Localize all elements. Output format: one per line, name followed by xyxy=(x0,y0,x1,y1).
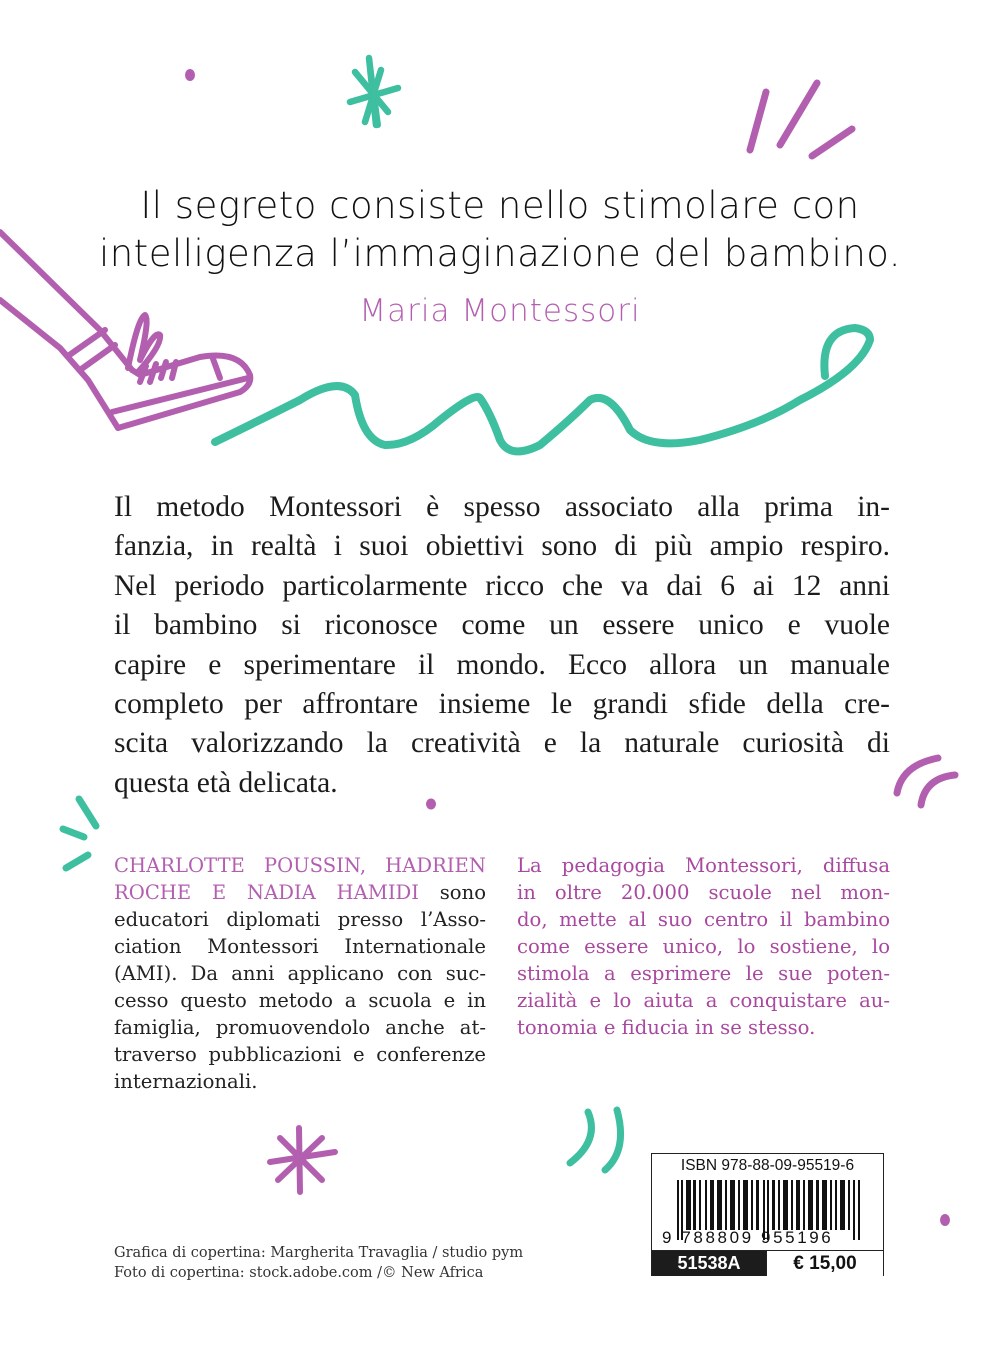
dot-icon xyxy=(940,1214,950,1226)
product-code: 51538A xyxy=(652,1251,766,1276)
teal-asterisk-icon xyxy=(369,57,376,126)
quote-line-2: intelligenza l’immaginazione del bambino. xyxy=(98,232,902,275)
bio-line: cesso questo metodo a scuola e in xyxy=(114,989,486,1012)
slashes-icon xyxy=(750,83,852,156)
parentheses-icon xyxy=(570,1110,621,1170)
arcs-icon xyxy=(897,758,955,805)
blurb-line: come essere unico, lo sostiene, lo xyxy=(517,935,890,958)
asterisk-mark xyxy=(369,58,375,125)
isbn-label: ISBN 978-88-09-95519-6 xyxy=(680,1157,855,1174)
description-line: Nel periodo particolarmente ricco che va dai 6 ai 12 anni xyxy=(114,569,890,602)
credit-design: Grafica di copertina: Margherita Travaglia / studio pym xyxy=(114,1245,524,1261)
bio-line: ciation Montessori Internationale xyxy=(114,935,486,958)
credit-photo: Foto di copertina: stock.adobe.com /© New Africa xyxy=(114,1265,484,1281)
teal-sparkle-icon xyxy=(369,58,375,125)
squiggle-icon xyxy=(215,328,870,451)
description-line: capire e sperimentare il mondo. Ecco allora un manuale xyxy=(114,648,890,681)
cover-credits xyxy=(114,1243,523,1283)
description-line: questa età delicata. xyxy=(114,766,338,799)
isbn-barcode-block xyxy=(651,1153,884,1276)
author-names: ROCHE E NADIA HAMIDI xyxy=(114,881,420,904)
price: € 15,00 xyxy=(766,1251,883,1276)
description-line: Il metodo Montessori è spesso associato alla prima in- xyxy=(114,491,890,523)
blurb-line: tonomia e fiducia in se stesso. xyxy=(517,1016,816,1039)
blurb-line: stimola a esprimere le sue poten- xyxy=(517,962,890,985)
bio-line: famiglia, promuovendolo anche at- xyxy=(114,1016,486,1039)
book-description xyxy=(114,488,890,803)
starburst-icon xyxy=(369,58,376,125)
description-line: il bambino si riconosce come un essere unico e vuole xyxy=(114,609,890,642)
asterisk-icon xyxy=(369,58,378,125)
author-names: CHARLOTTE POUSSIN, HADRIEN xyxy=(114,854,486,877)
quote-line-1: Il segreto consiste nello stimolare con xyxy=(140,184,860,227)
purple-asterisk-icon xyxy=(270,1128,335,1192)
bio-line: educatori diplomati presso l’Asso- xyxy=(114,908,486,931)
teal-asterisk-shape xyxy=(368,57,376,126)
barcode-digits: 9 788809 955196 xyxy=(662,1228,834,1247)
teal-asterisk xyxy=(369,58,376,125)
description-line: completo per affrontare insieme le grandi sfide della cre- xyxy=(114,688,890,721)
description-line: fanzia, in realtà i suoi obiettivi sono di più ampio respiro. xyxy=(114,530,890,563)
description-line: scita valorizzando la creatività e la naturale curiosità di xyxy=(114,727,890,760)
sparkle-icon xyxy=(369,58,376,125)
authors-bio xyxy=(114,852,486,1095)
pedagogy-blurb xyxy=(517,852,890,1041)
blurb-line: La pedagogia Montessori, diffusa xyxy=(517,854,890,877)
blurb-line: do, mette al suo centro il bambino xyxy=(517,908,890,931)
teal-star-icon xyxy=(370,57,376,127)
dot-icon xyxy=(185,69,195,81)
bio-line: internazionali. xyxy=(114,1070,258,1093)
bio-line: traverso pubblicazioni e conferenze xyxy=(114,1043,486,1066)
blurb-line: in oltre 20.000 scuole nel mon- xyxy=(517,881,890,904)
bio-line: (AMI). Da anni applicano con suc- xyxy=(114,962,486,985)
teal-starburst xyxy=(369,58,376,125)
star-burst-icon xyxy=(369,58,376,126)
price-row xyxy=(652,1250,883,1276)
author-names-line-2 xyxy=(114,879,486,906)
quote-author: Maria Montessori xyxy=(359,293,641,329)
dashes-icon xyxy=(63,799,96,868)
teal-asterisk-glyph xyxy=(369,58,375,125)
bio-text: sono xyxy=(419,881,486,904)
asterisk-strokes xyxy=(368,58,376,125)
teal-burst-icon xyxy=(350,58,398,125)
blurb-line: zialità e lo aiuta a conquistare au- xyxy=(517,989,890,1012)
